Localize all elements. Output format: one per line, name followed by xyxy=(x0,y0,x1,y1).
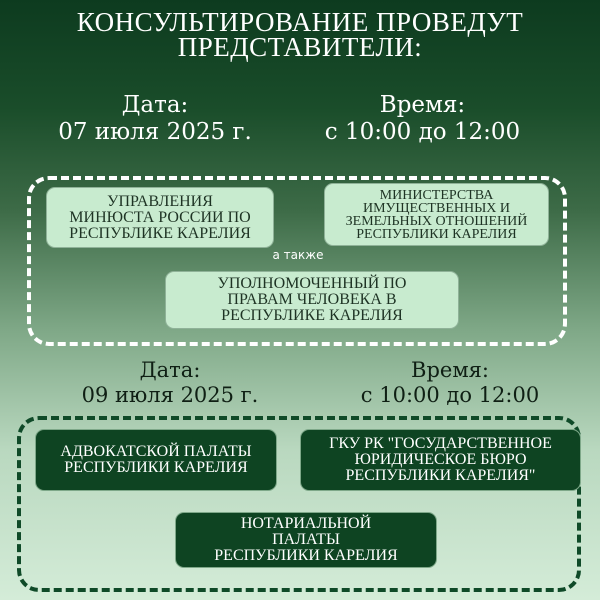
org-card-ombudsman: УПОЛНОМОЧЕННЫЙ ПО ПРАВАМ ЧЕЛОВЕКА В РЕСПУБЛИКЕ КАРЕЛИЯ xyxy=(165,271,459,329)
session2-time-value: с 10:00 до 12:00 xyxy=(360,383,540,407)
session1-date-value: 07 июля 2025 г. xyxy=(58,119,252,145)
session2-date-label: Дата: xyxy=(139,358,201,382)
org-card-bar-chamber: АДВОКАТСКОЙ ПАЛАТЫ РЕСПУБЛИКИ КАРЕЛИЯ xyxy=(35,429,277,491)
session2-time xyxy=(345,358,555,408)
org-card-ministry-property: МИНИСТЕРСТВА ИМУЩЕСТВЕННЫХ И ЗЕМЕЛЬНЫХ ОТНОШЕНИЙ РЕСПУБЛИКИ КАРЕЛИЯ xyxy=(324,183,549,246)
session1-date-label: Дата: xyxy=(121,92,189,118)
org-card-notary-chamber: НОТАРИАЛЬНОЙ ПАЛАТЫ РЕСПУБЛИКИ КАРЕЛИЯ xyxy=(175,512,437,568)
session1-date xyxy=(35,92,275,146)
org-card-minjust: УПРАВЛЕНИЯ МИНЮСТА РОССИИ ПО РЕСПУБЛИКЕ КАРЕЛИЯ xyxy=(46,187,274,248)
session1-time xyxy=(300,92,545,146)
org-card-legal-bureau: ГКУ РК "ГОСУДАРСТВЕННОЕ ЮРИДИЧЕСКОЕ БЮРО РЕСПУБЛИКИ КАРЕЛИЯ" xyxy=(300,429,581,491)
page-title: КОНСУЛЬТИРОВАНИЕ ПРОВЕДУТ ПРЕДСТАВИТЕЛИ: xyxy=(76,7,524,62)
session2-date-value: 09 июля 2025 г. xyxy=(81,383,259,407)
also-label: а также xyxy=(272,248,324,262)
session1-time-label: Время: xyxy=(379,92,466,118)
session1-time-value: с 10:00 до 12:00 xyxy=(324,119,521,145)
session2-time-label: Время: xyxy=(411,358,489,382)
session2-date xyxy=(60,358,280,408)
